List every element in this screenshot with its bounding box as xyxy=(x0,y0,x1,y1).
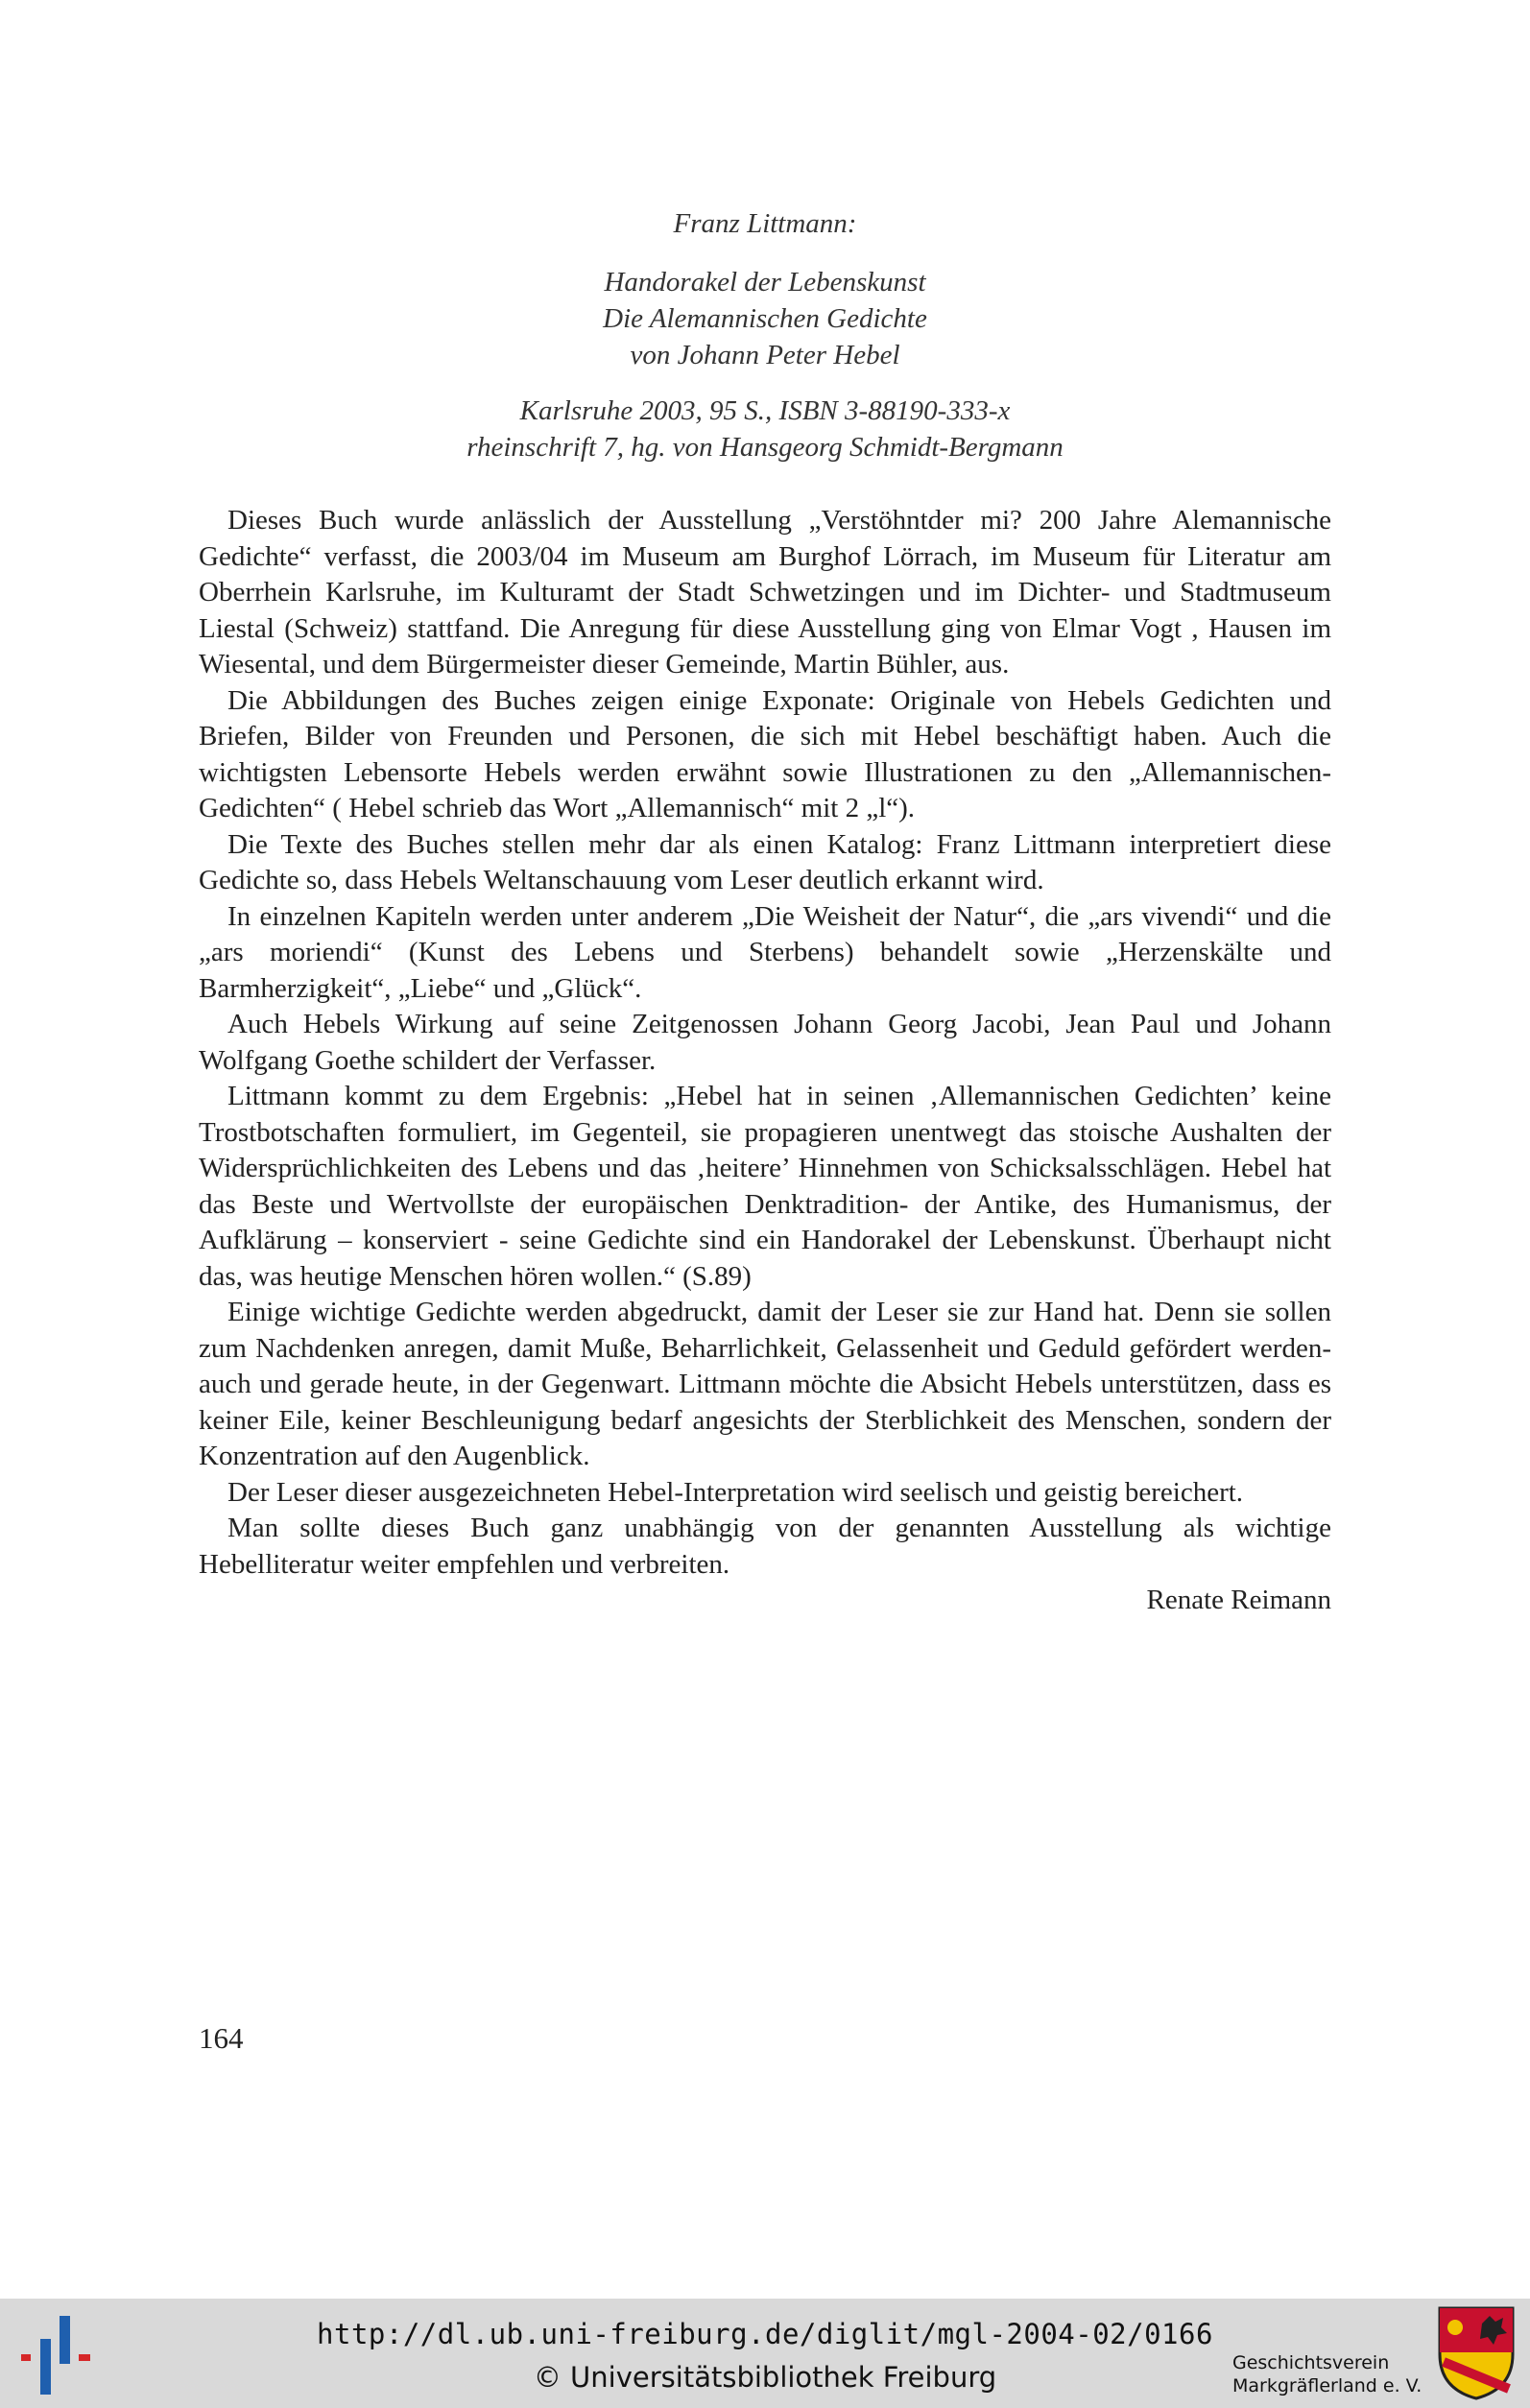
paragraph: Der Leser dieser ausgezeichneten Hebel-Interpretation wird seelisch und geistig bereichert. xyxy=(227,1476,1244,1508)
copyright-notice: © Universitätsbibliothek Freiburg xyxy=(533,2361,997,2394)
reviewer-signature: Renate Reimann xyxy=(1146,1585,1331,1615)
paragraph: Die Texte des Buches stellen mehr dar als einen Katalog: Franz Littmann interpretiert diese Gedichte so, dass Hebels Weltanschauung vom Leser deutlich erkannt wird. xyxy=(199,828,1331,895)
publication-info xyxy=(199,393,1331,465)
review-body xyxy=(199,503,1331,1619)
review-author: Franz Littmann: xyxy=(673,208,857,239)
society-name xyxy=(1232,2351,1422,2397)
paragraph: Die Abbildungen des Buches zeigen einige Exponate: Originale von Hebels Gedichten und Briefen, Bilder von Freunden und Personen, die sich mit Hebel beschäftigt haben. Auch die wichtigsten Lebensorte Hebels werden erwähnt sowie Illustrationen zu den „Allemannischen-Gedichten“ ( Hebel schrieb das Wort „Allemannisch“ mit 2 „l“). xyxy=(199,684,1331,823)
paragraph: Auch Hebels Wirkung auf seine Zeitgenossen Johann Georg Jacobi, Jean Paul und Johann Wolfgang Goethe schildert der Verfasser. xyxy=(199,1009,1331,1076)
paragraph: Man sollte dieses Buch ganz unabhängig von der genannten Ausstellung als wichtige Hebelliteratur weiter empfehlen und verbreiten. xyxy=(199,1513,1331,1580)
society-name-line: Geschichtsverein xyxy=(1232,2352,1390,2373)
book-title-line: Handorakel der Lebenskunst xyxy=(604,267,926,298)
viewer-footer xyxy=(0,2299,1530,2408)
coat-of-arms-icon[interactable] xyxy=(1436,2304,1517,2402)
paragraph: In einzelnen Kapiteln werden unter anderem „Die Weisheit der Natur“, die „ars vivendi“ und die „ars moriendi“ (Kunst des Lebens und Sterbens) behandelt sowie „Herzenskälte und Barmherzigkeit“, „Liebe“ und „Glück“. xyxy=(199,900,1331,1004)
paragraph: Littmann kommt zu dem Ergebnis: „Hebel hat in seinen ‚Allemannischen Gedichten’ keine Trostbotschaften formuliert, im Gegenteil, sie propagieren unentwegt das stoische Aushalten der Widersprüchlichkeiten des Lebens und das ‚heitere’ Hinnehmen von Schicksalsschlägen. Hebel hat das Beste und Wertvollste der europäischen Denktradition- der Antike, des Humanismus, der Aufklärung – konserviert - seine Gedichte sind ein Handorakel der Lebenskunst. Überhaupt nicht das, was heutige Menschen hören wollen.“ (S.89) xyxy=(199,1081,1331,1292)
society-name-line: Markgräflerland e. V. xyxy=(1232,2375,1422,2396)
document-url-link[interactable]: http://dl.ub.uni-freiburg.de/diglit/mgl-2004-02/0166 xyxy=(317,2318,1213,2350)
paragraph: Dieses Buch wurde anlässlich der Ausstellung „Verstöhntder mi? 200 Jahre Alemannische Gedichte“ verfasst, die 2003/04 im Museum am Burghof Lörrach, im Museum für Literatur am Oberrhein Karlsruhe, im Kulturamt der Stadt Schwetzingen und im Dichter- und Stadtmuseum Liestal (Schweiz) stattfand. Die Anregung für diese Ausstellung ging von Elmar Vogt , Hausen im Wiesental, und dem Bürgermeister dieser Gemeinde, Martin Bühler, aus. xyxy=(199,505,1331,679)
book-title-block xyxy=(199,264,1331,373)
book-title-line: von Johann Peter Hebel xyxy=(630,340,900,370)
publication-line: Karlsruhe 2003, 95 S., ISBN 3-88190-333-x xyxy=(519,395,1011,426)
book-title-line: Die Alemannischen Gedichte xyxy=(603,303,927,334)
publication-line: rheinschrift 7, hg. von Hansgeorg Schmidt-Bergmann xyxy=(466,432,1064,463)
page-number: 164 xyxy=(199,2021,244,2055)
paragraph: Einige wichtige Gedichte werden abgedruckt, damit der Leser sie zur Hand hat. Denn sie sollen zum Nachdenken anregen, damit Muße, Beharrlichkeit, Gelassenheit und Geduld gefördert werden- auch und gerade heute, in der Gegenwart. Littmann möchte die Absicht Hebels unterstützen, dass es keiner Eile, keiner Beschleunigung bedarf angesichts der Sterblichkeit des Menschen, sondern der Konzentration auf den Augenblick. xyxy=(199,1297,1331,1471)
